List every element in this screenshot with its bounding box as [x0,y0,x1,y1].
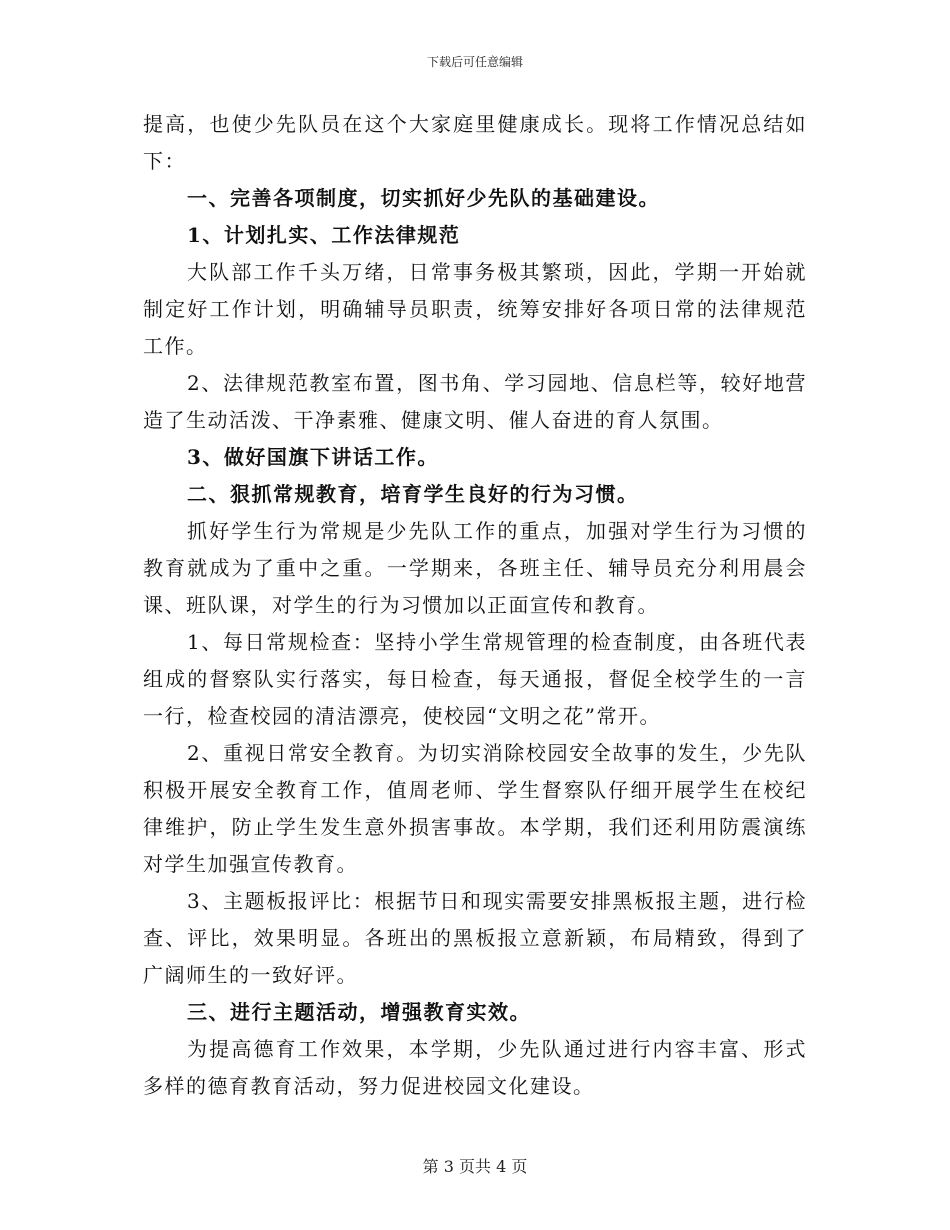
paragraph-routine: 抓好学生行为常规是少先队工作的重点，加强对学生行为习惯的教育就成为了重中之重。一学期来，各班主任、辅导员充分利用晨会课、班队课，对学生的行为习惯加以正面宣传和教育。 [143,519,807,617]
paragraph-plan: 大队部工作千头万绪，日常事务极其繁琐，因此，学期一开始就制定好工作计划，明确辅导员职责，统筹安排好各项日常的法律规范工作。 [143,260,807,358]
page-footer: 第 3 页共 4 页 [422,1157,528,1176]
subheading-flag-speech: 3、做好国旗下讲话工作。 [187,445,439,469]
page-header: 下载后可任意编辑 [426,55,523,69]
paragraph-daily-check: 1、每日常规检查：坚持小学生常规管理的检查制度，由各班代表组成的督察队实行落实，每日检查，每天通报，督促全校学生的一言一行，检查校园的清洁漂亮，使校园“文明之花”常开。 [143,630,807,728]
heading-section-3: 三、进行主题活动，增强教育实效。 [187,1000,531,1024]
paragraph-activities: 为提高德育工作效果，本学期，少先队通过进行内容丰富、形式多样的德育教育活动，努力促进校园文化建设。 [143,1037,807,1098]
paragraph-classroom: 2、法律规范教室布置，图书角、学习园地、信息栏等，较好地营造了生动活泼、干净素雅、健康文明、催人奋进的育人氛围。 [143,371,807,432]
heading-section-1: 一、完善各项制度，切实抓好少先队的基础建设。 [187,186,660,210]
subheading-plan: 1、计划扎实、工作法律规范 [187,223,461,247]
paragraph-intro: 提高，也使少先队员在这个大家庭里健康成长。现将工作情况总结如下： [143,112,807,173]
heading-section-2: 二、狠抓常规教育，培育学生良好的行为习惯。 [187,482,639,506]
paragraph-safety: 2、重视日常安全教育。为切实消除校园安全故事的发生，少先队积极开展安全教育工作，值周老师、学生督察队仔细开展学生在校纪律维护，防止学生发生意外损害事故。本学期，我们还利用防震演练对学生加强宣传教育。 [143,741,807,876]
paragraph-blackboard: 3、主题板报评比：根据节日和现实需要安排黑板报主题，进行检查、评比，效果明显。各班出的黑板报立意新颖，布局精致，得到了广阔师生的一致好评。 [143,889,807,987]
document-body [143,106,807,1105]
